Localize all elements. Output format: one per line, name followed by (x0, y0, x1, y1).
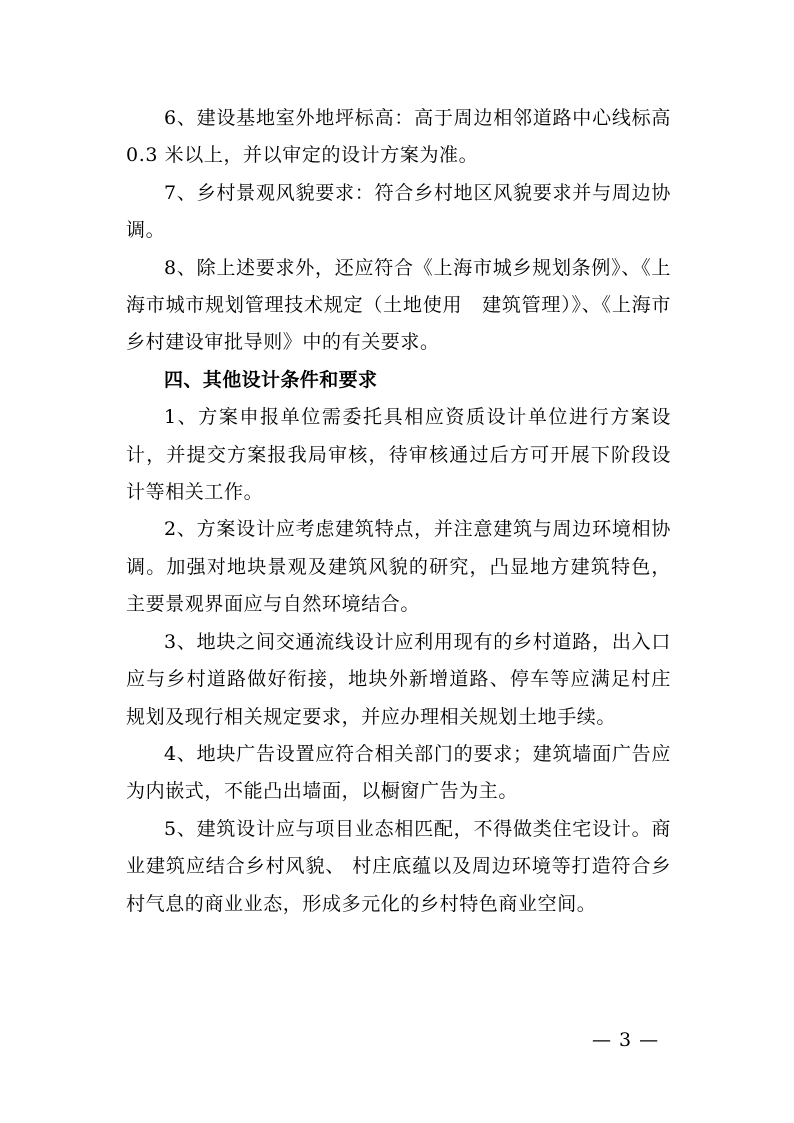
paragraph-item-8: 8、除上述要求外，还应符合《上海市城乡规划条例》、《上海市城市规划管理技术规定（土地使用 建筑管理）》、《上海市乡村建设审批导则》中的有关要求。 (126, 256, 671, 354)
requirement-item-3: 3、地块之间交通流线设计应利用现有的乡村道路，出入口应与乡村道路做好衔接，地块外新增道路、停车等应满足村庄规划及现行相关规定要求，并应办理相关规划土地手续。 (126, 630, 671, 728)
requirement-item-4: 4、地块广告设置应符合相关部门的要求；建筑墙面广告应为内嵌式，不能凸出墙面，以橱窗广告为主。 (126, 742, 671, 803)
page-number: — 3 — (592, 1029, 660, 1051)
requirement-item-2: 2、方案设计应考虑建筑特点，并注意建筑与周边环境相协调。加强对地块景观及建筑风貌的研究，凸显地方建筑特色，主要景观界面应与自然环境结合。 (126, 518, 671, 616)
requirement-item-5: 5、建筑设计应与项目业态相匹配，不得做类住宅设计。商业建筑应结合乡村风貌、 村庄底蕴以及周边环境等打造符合乡村气息的商业业态，形成多元化的乡村特色商业空间。 (126, 817, 671, 915)
section-heading: 四、其他设计条件和要求 (164, 368, 378, 391)
document-body (126, 100, 671, 923)
paragraph-item-6: 6、建设基地室外地坪标高：高于周边相邻道路中心线标高 0.3 米以上，并以审定的设计方案为准。 (126, 107, 671, 167)
paragraph-item-7: 7、乡村景观风貌要求：符合乡村地区风貌要求并与周边协调。 (126, 181, 671, 242)
requirement-item-1: 1、方案申报单位需委托具相应资质设计单位进行方案设计，并提交方案报我局审核，待审核通过后方可开展下阶段设计等相关工作。 (126, 406, 671, 504)
